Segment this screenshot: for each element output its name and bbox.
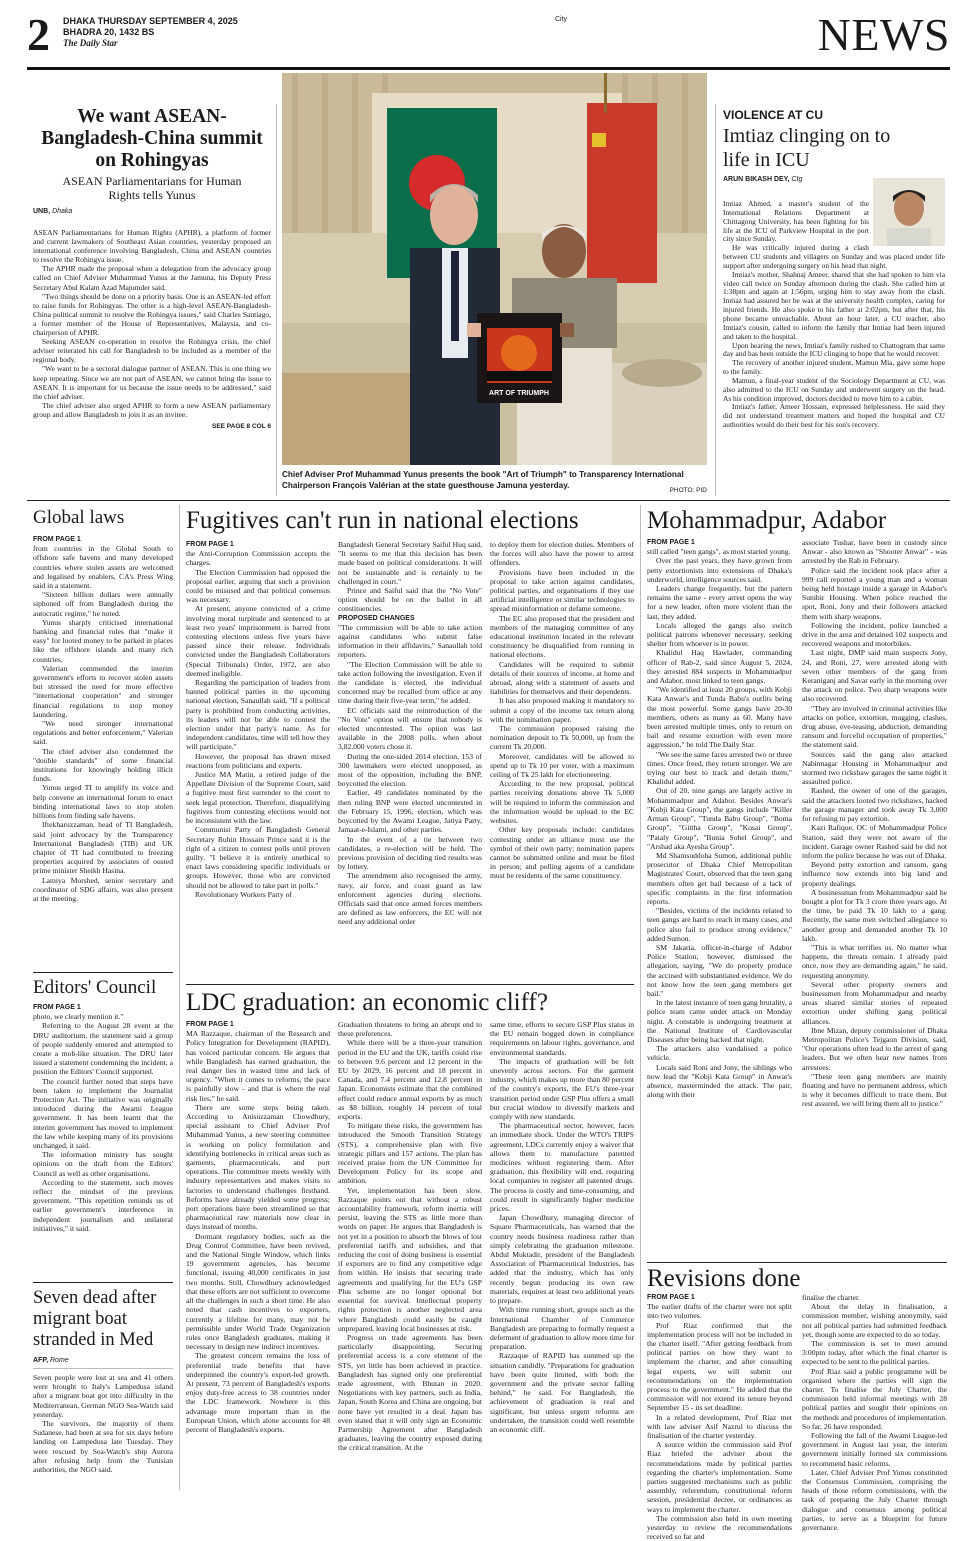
paragraph: Seven people were lost at sea and 41 others were brought to Italy's Lampedusa island after a migrant boat got into difficulty in the Mediterranean, German NGO Sea-Watch said yesterday.: [33, 1373, 173, 1419]
paragraph: Lamiya Morshed, senior secretary and coordinator of SDG affairs, was also present at the meeting.: [33, 875, 173, 903]
paragraph: The commission is set to meet around 3:00pm today, after which the final charter is expected to be sent to the political parties.: [802, 1339, 947, 1367]
paragraph: Rashed, the owner of one of the garages, said the attackers looted two rickshaws, hacked the garage manager and took away Tk 3,000 for refusing to pay extortion.: [802, 786, 947, 824]
paragraph: Kazi Rafique, OC of Mohammadpur Police Station, said they were not aware of the incident. Garage owner Rashed said he did not inform the police because he was out of Dhaka.: [802, 823, 947, 860]
paragraph: Regarding the participation of leaders from banned political parties in the upcoming national election, Sanaullah said, "If a political party is prohibited from conducting activities, its leaders will not be able to contest the election under that party's name. As for independent candidates, time will tell how they will participate.": [186, 678, 330, 752]
asean-body: [33, 228, 271, 419]
paragraph: About the delay in finalisation, a commission member, wishing anonymity, said not all political parties had submitted feedback yet, though some are expected to do so today.: [802, 1302, 947, 1339]
paragraph: Valerian commended the interim government's efforts to recover stolen assets but stressed the need for more effective "international cooperation" and stronger financial regulations to stop money laundering.: [33, 663, 173, 719]
paragraph: Other key proposals include: candidates contesting under an alliance must use the symbol of their own party; nomination papers cannot be submitted online and must be filed in person; and polling agents of a candidate must be residents of the same constituency.: [490, 825, 634, 881]
paragraph: Japan Chowdhury, managing director of Square Pharmaceuticals, has warned that the country needs business readiness rather than simply celebrating the graduation milestone. Abdul Muktadir, president of the Bangladesh Association of Pharmaceutical Industries, has added that the industry, which has only recently begun producing its own raw materials, requires at least two additional years to prepare.: [490, 1213, 634, 1306]
paragraph: Prof Riaz confirmed that the implementation process will not be included in the charter itself. "After getting feedback from political parties on how they want to implement the charter, and after consulting legal experts, we will submit our recommendations on the implementation process to the government." He added that the commission will not extend its tenure beyond September 15 - its set deadline.: [647, 1320, 792, 1413]
violence-kicker: VIOLENCE AT CU: [723, 108, 824, 122]
paragraph: Several other property owners and businessmen from Mohammadpur and nearby areas shared similar stories of repeated extortion under shifting gang political alliances.: [802, 979, 947, 1026]
paper-logo: The Daily Star: [63, 38, 118, 48]
paragraph: Bangladesh General Secretary Saiful Huq said, "It seems to me that this decision has been made based on political considerations. It will not be sustainable and is certainly to be challenged in court.": [338, 540, 482, 586]
editors-headline: Editors' Council: [33, 977, 157, 998]
paragraph: still called "teen gangs", as most started young.: [647, 547, 791, 557]
section-title: NEWS: [817, 9, 950, 60]
paragraph: Justice MA Matin, a retired judge of the Appellate Division of the Supreme Court, said a fugitive must first surrender to the court to seek legal protection. Therefore, disqualifying fugitives from contesting elections would not be inconsistent with the law.: [186, 770, 330, 826]
paragraph: The Election Commission had opposed the proposal earlier, arguing that such a provision could be misused and that political consensus was necessary.: [186, 567, 330, 605]
paragraph: He was critically injured during a clash between CU students and villagers on Sunday and was placed under life support after undergoing surgery on his head that night.: [723, 243, 945, 270]
asean-headline: We want ASEAN-Bangladesh-China summit on Rohingyas: [41, 106, 263, 171]
paragraph: Moreover, candidates will be allowed to spend up to Tk 10 per voter, with a maximum ceiling of Tk 25 lakh for electioneering.: [490, 751, 634, 780]
migrant-byline: AFP, Rome: [33, 1357, 69, 1364]
revisions-col-1: [647, 1293, 792, 1541]
revisions-col-2: [802, 1293, 947, 1533]
mohammadpur-col-2: [802, 538, 947, 1260]
section-label: City: [555, 16, 568, 23]
ldc-col-3: [490, 1020, 634, 1490]
paragraph: Sources said the gang also attacked Nabinnagar Housing in Mohammadpur and stormed two rickshaw garages the same night it assaulted police.: [802, 749, 947, 787]
paragraph: "These teen gang members are mainly floating and have no permanent address, which is why it becomes difficult to trace them. But rest assured, we will bring them all to justice.": [802, 1071, 947, 1109]
global-article: [33, 507, 173, 903]
paragraph: Mamun, a final-year student of the Sociology Department at CU, was also admitted to the ICU on Sunday and underwent surgery on the head. As his condition improved, doctors decided to move him to a cabin.: [723, 375, 945, 403]
paragraph: Imtiaz's mother, Shahnaj Ameer, shared that she had spoken to him via video call twice on Sunday afternoon during the clash. She called him at 1:38pm and again at 1:56pm, urging him to stay away from the clash. Imtiaz had assured her he was at the university health complex, caring for injured friends. He also spoke to his father at 2:02pm, but after that, his phone became unreachable. About an hour later, a CU teacher, also Imtiaz's cousin, called to inform the family that Imtiaz had been injured and taken to the hospital.: [723, 269, 945, 341]
paragraph: Leaders change frequently, but the pattern remains the same - every arrest opens the way for a new leader, often more violent than the last, they added.: [647, 584, 792, 621]
violence-headline: Imtiaz clinging on to life in ICU: [723, 125, 891, 171]
paragraph: "Sixteen billion dollars were annually siphoned off from Bangladesh during the autocratic regime," he noted.: [33, 590, 173, 618]
paragraph: Dormant regulatory bodies, such as the Drug Control Committee, have been revived, and the National Single Window, which links 19 government agencies, has become functional, issuing 40,000 certificates in just two months. Still, Chowdhury acknowledged that these efforts are not sufficient to overcome all the challenges in such a short time. He also noted that cash incentives to exporters, currently a lifeline for many, may not be permissible under World Trade Organization rules once Bangladesh graduates, making it necessary to design new indirect incentives.: [186, 1231, 330, 1352]
date-line: DHAKA THURSDAY SEPTEMBER 4, 2025: [63, 16, 238, 26]
paragraph: It has also proposed making it mandatory to submit a copy of the income tax return along with the nomination paper.: [490, 696, 634, 724]
paragraph: The commission proposed raising the nomination deposit to Tk 50,000, up from the current Tk 20,000.: [490, 724, 634, 752]
paragraph: The greatest concern remains the loss of preferential trade benefits that have underpinned the country's export-led growth. At present, 73 percent of Bangladesh's exports enjoy duty-free access to 38 countries under the LDC framework. Nowhere is this advantage more important than in the European Union, which alone accounts for 48 percent of Bangladesh's exports.: [186, 1351, 330, 1434]
paragraph: There are some steps being taken. According to Anisuzzaman Chowdhury, special assistant to Chief Adviser Prof Muhammad Yunus, a new steering committee is working on policy formulation and identifying bottlenecks in critical areas such as garments, pharmaceuticals, and port operations. The committee meets weekly with industry representatives and makes visits to factories to understand challenges firsthand. Reforms have already yielded some progress; port operations have been streamlined so that pharmaceutical raw materials now clear in days instead of months.: [186, 1102, 330, 1232]
photo-scene: [282, 73, 707, 465]
paragraph: Graduation threatens to bring an abrupt end to these preferences.: [338, 1020, 482, 1039]
revisions-article: [647, 1265, 947, 1541]
violence-byline: ARUN BIKASH DEY, Ctg: [723, 176, 803, 183]
paragraph: Revolutionary Workers Party of: [195, 889, 292, 899]
from-page-label: FROM PAGE 1: [33, 536, 81, 543]
paragraph: EC officials said the reintroduction of the "No Vote" option will ensure that nobody is elected uncontested. The option was last available in the 2008 polls, when about 3,82,000 voters chose it.: [338, 705, 482, 752]
photo-caption: [282, 470, 707, 494]
paragraph: In the event of a tie between two candidates, a re-election will be held. The previous provision of deciding tied results was by lottery.: [338, 834, 482, 872]
photo-credit: PHOTO: PID: [669, 487, 707, 494]
paragraph: ASEAN Parliamentarians for Human Rights (APHR), a platform of former and current lawmakers of Southeast Asian countries, yesterday proposed an international conference involving Bangladesh, China and ASEAN countries to resolve the Rohingya issue.: [33, 228, 271, 265]
from-page-label: FROM PAGE 1: [186, 541, 234, 548]
paragraph: Yunus urged TI to amplify its voice and help convene an international forum to enact binding international laws to stop stolen billions from finding safe havens.: [33, 783, 173, 821]
asean-byline: UNB, Dhaka: [33, 208, 73, 215]
paragraph: Progress on trade agreements has been particularly disappointing. Securing preferential access is a core element of the STS, yet little has been achieved in practice. Bangladesh has signed only one preferential trade agreement, with Bhutan in 2020. Negotiations with key partners, such as India, Japan, South Korea and China are ongoing, but none have yet resulted in a deal. Japan has even stated that it will only sign an Economic Partnership Agreement after Bangladesh graduates, leaving the country exposed during the critical transition. At the: [338, 1332, 482, 1453]
paragraph: During the one-sided 2014 election, 153 of 300 lawmakers were elected unopposed, as most of the opposition, including the BNP, boycotted the election.: [338, 751, 482, 789]
editors-article: [33, 977, 173, 1233]
paragraph: Prof Riaz said a public programme will be organised where the parties will sign the charter. To finalise the July Charter, the commission held informal meetings with 28 political parties and sought their opinions on the methods and procedures of implementation. So far, 26 have responded.: [802, 1366, 947, 1431]
paragraph: The council further noted that steps have been taken to implement the Journalist Protection Act. The initiative was originally introduced during the Awami League government. It has been learnt that the interim government has moved to implement the law while keeping many of its provisions unchanged, it said.: [33, 1076, 173, 1151]
proposed-changes-subhead: PROPOSED CHANGES: [338, 614, 415, 622]
asean-subhead: ASEAN Parliamentarians for Human Rights tells Yunus: [62, 174, 242, 202]
mohammadpur-headline: Mohammadpur, Adabor: [647, 507, 887, 534]
paragraph: With time running short, groups such as the International Chamber of Commerce Bangladesh are preparing to formally request a deferment of graduation to allow more time for preparation.: [490, 1305, 634, 1352]
paragraph: At present, anyone convicted of a crime involving moral turpitude and sentenced to at least two years' imprisonment is barred from contesting elections unless five years have passed since their release. Individuals convicted under the Bangladesh Collaborators (Special Tribunals) Order, 1972, are also deemed ineligible.: [186, 604, 330, 678]
paragraph: Khalidul Haq Hawlader, commanding officer of Rab-2, said since August 5, 2024, they arrested 884 suspects in Mohammadpur and Adabor, most linked to teen gangs.: [647, 648, 792, 686]
from-page-label: FROM PAGE 1: [647, 539, 695, 546]
from-page-label: FROM PAGE 1: [33, 1004, 81, 1011]
paragraph: Yet, implementation has been slow. Razzaque points out that without a robust accountability framework, reform inertia will persist, leaving the STS as little more than words on paper. He argues that Bangladesh is not yet in a position to absorb the blows of lost preferential tariffs and subsidies, and that reducing the cost of doing business is essential if exporters are to find any competitive edge from within. He insists that securing trade agreements and qualifying for the EU's GSP Plus scheme are no longer optional but essential for survival. Intellectual property rights protection is another neglected area where Bangladesh could easily be caught unprepared, leaving local businesses at risk.: [338, 1185, 482, 1333]
paragraph: finalise the charter.: [802, 1293, 860, 1302]
paragraph: The commission also held its own meeting yesterday to review the recommendations received so far and: [647, 1513, 792, 1541]
paragraph: Last night, DMP said main suspects Jony, 24, and Roni, 27, were arrested along with seven other members of the gang from Keraniganj and Savar early in the morning over the attack on police. Two sharp weapons were also recovered.: [802, 648, 947, 704]
paragraph: The pharmaceutical sector, however, faces an immediate shock. Under the WTO's TRIPS agreement, LDCs currently enjoy a waiver that allows them to manufacture patented medicines without registering them. After graduation, this flexibility will end, requiring local companies to register all patented drugs. The process is costly and time-consuming, and could result in significantly higher medicine prices.: [490, 1121, 634, 1214]
migrant-headline: Seven dead after migrant boat stranded in Med: [33, 1288, 157, 1350]
page-number: 2: [27, 9, 50, 60]
paragraph: associate Tushar, have been in custody since Anwar - also known as "Shooter Anwar" - was arrested by the Rab in February.: [802, 538, 947, 566]
paragraph: "We see the same faces arrested two or three times. Once freed, they return stronger. We are trying our best to track and detain them," Khalidul added.: [647, 749, 792, 787]
from-page-label: FROM PAGE 1: [647, 1294, 695, 1301]
paragraph: According to the new proposal, political parties receiving donations above Tk 5,000 will be required to inform the commission and the information would be upload to the EC websites.: [490, 779, 634, 826]
violence-body: [723, 200, 945, 430]
paragraph: However, the proposal has drawn mixed reactions from politicians and experts.: [186, 751, 330, 770]
paragraph: The chief adviser also condemned the "double standards" of some financial institutions for knowingly holding illicit funds.: [33, 746, 173, 784]
caption-text: Chief Adviser Prof Muhammad Yunus presents the book "Art of Triumph" to Transparency International Chairperson François Valérian at the state guesthouse Jamuna yesterday.: [282, 470, 684, 490]
fugitives-headline: Fugitives can't run in national elections: [186, 507, 579, 534]
paragraph: Police said the incident took place after a 999 call reported a young man and a woman being held hostage inside a garage in Adabor's Sunibir Housing. When police reached the spot, Roni, Jony and their followers attacked them with sharp weapons.: [802, 565, 947, 621]
paragraph: "The commission will be able to take action against candidates who submit false information in their affidavits," Sanaullah told reporters.: [338, 622, 482, 660]
paragraph: In the latest instance of teen gang brutality, a police team came under attack on Monday night. A constable is undergoing treatment at the National Institute of Cardiovascular Diseases after being hacked that night.: [647, 998, 792, 1044]
bengali-date: BHADRA 20, 1432 BS: [63, 27, 155, 37]
paragraph: Ibne Mizan, deputy commissioner of Dhaka Metropolitan Police's Tejgaon Division, said, "Our operations often lead to the arrest of gang leaders. But we often hear new names from arrestees.: [802, 1025, 947, 1072]
ldc-col-2: [338, 1020, 482, 1490]
paragraph: A source within the commission said Prof Riaz briefed the adviser about the recommendations made by political parties regarding the charter's implementation. Some parties suggested mechanisms such as public assembly, referendum, constitutional reform session, presidential decree, or ordinances as ways to implement the charter.: [647, 1440, 792, 1514]
paragraph: Following the incident, police launched a drive in the area and detained 102 suspects and recovered weapons and motorbikes.: [802, 620, 947, 649]
fugitives-col-3: [490, 540, 634, 972]
paragraph: The amendment also recognised the army, navy, air force, and coast guard as law enforcement agencies during elections. Officials said that once armed forces members are defined as law enforcers, the EC will not need any additional order: [338, 871, 482, 927]
paragraph: Md Shamsuddoha Sumon, additional public prosecutor of Dhaka Chief Metropolitan Magistrates' Court, observed that the teen gang members often get bail because of a lack of specific complaints in the first information reports.: [647, 850, 792, 906]
paragraph: Earlier, 49 candidates nominated by the then ruling BNP were elected uncontested in the February 15, 1996, election, which was boycotted by the Awami League, Jatiya Party, Jamaat-e-Islami, and other parties.: [338, 788, 482, 835]
paragraph: The earlier drafts of the charter were not split into two volumes.: [647, 1302, 792, 1321]
paragraph: Following the fall of the Awami League-led government in August last year, the interim government initially formed six commissions to recommend basic reforms.: [802, 1431, 947, 1468]
paragraph: to deploy them for election duties. Members of the forces will also have the power to arrest offenders.: [490, 540, 634, 568]
ldc-article: [186, 988, 634, 1490]
paragraph: "We want to be a sectoral dialogue partner of ASEAN. This is one thing we keep repeating. Since we are not part of ASEAN, we cannot bring the issue to ASEAN. It is important for us because the issue needs to be addressed," said the chief adviser.: [33, 364, 271, 401]
paragraph: "Besides, victims of the incidents related to teen gangs are hard to reach in many cases, and police also fail to produce strong evidence," added Sumon.: [647, 906, 792, 943]
paragraph: The impacts of graduation will be felt unevenly across sectors. For the garment industry, which makes up more than 80 percent of the country's exports, the EU's three-year transition period under GSP Plus offers a small but crucial window to diversify markets and comply with new standards.: [490, 1056, 634, 1122]
paragraph: Razzaque of RAPID has summed up the situation candidly. "Preparations for graduation have been quite limited, with both the government and the private sector falling behind," he said. For Bangladesh, the achievement of graduation is real and significant, but unless urgent reforms are undertaken, the transition could well resemble an economic cliff.: [490, 1351, 634, 1434]
ldc-headline: LDC graduation: an economic cliff?: [186, 989, 548, 1016]
migrant-article: [33, 1288, 173, 1474]
paragraph: Communist Party of Bangladesh General Secretary Ruhin Hossain Prince said it is the right of a citizen to contest polls until proven guilty. "I believe it is entirely unethical to enact laws considering specific individuals or groups. However, those who are convicted should not be allowed to take part in polls.": [186, 825, 330, 890]
paragraph: the Anti-Corruption Commission accepts the charges.: [186, 549, 330, 568]
asean-article: [33, 106, 271, 430]
paragraph: Candidates will be required to submit details of their sources of income, at home and abroad, along with a statement of assets and liabilities for themselves and their dependents.: [490, 659, 634, 697]
paragraph: The APHR made the proposal when a delegation from the advocacy group called on Chief Adviser Muhammad Yunus at the Jamuna, his Deputy Press Secretary Abul Kalam Azad Majumder said.: [33, 264, 271, 292]
paragraph: Imtiaz's father, Ameer Hossain, expressed helplessness. He said they did not understand treatment matters and hoped the hospital and CU authorities would do their best for his son's recovery.: [723, 402, 945, 430]
paragraph: "We need stronger international regulations and better enforcement," Valerian said.: [33, 719, 173, 747]
paragraph: Seeking ASEAN co-operation to resolve the Rohingya crisis, the chief adviser reiterated his call for Bangladesh to be included as a member of the regional body.: [33, 337, 271, 365]
mohammadpur-article: [647, 506, 947, 1260]
paragraph: A businessman from Mohammadpur said he bought a plot for Tk 3 crore three years ago. At the time, he paid Tk 10 lakh to a gang. Recently, the same men switched allegiance to another group and demanded another Tk 10 lakh.: [802, 887, 947, 943]
paragraph: photo, we clearly mention it.": [33, 1012, 124, 1022]
paragraph: Beyond petty extortion and ransom, gang influence now extends into big land and property dealings.: [802, 860, 947, 888]
paragraph: According to the statement, such moves reflect the mindset of the previous government. "This repetition reminds us of earlier government's interference in independent journalism and unilateral initiatives," it said.: [33, 1177, 173, 1233]
paragraph: Locals said Roni and Jony, the siblings who now lead the "Kobji Kata Group" in Anwar's absence, masterminded the attack. The pair, along with their: [647, 1062, 792, 1100]
global-headline: Global laws: [33, 507, 125, 528]
paragraph: The EC also proposed that the president and members of the managing committee of any educational institution located in the relevant constituency be disqualified from running in national elections.: [490, 613, 634, 660]
paragraph: Iftekharuzzaman, head of TI Bangladesh, said joint advocacy by the Transparency International Bangladesh (TIB) and UK chapter of TI had contributed to freezing properties acquired by associates of ousted prime minister Sheikh Hasina.: [33, 820, 173, 876]
book-title: ART OF TRIUMPH: [489, 390, 549, 397]
paragraph: from countries in the Global South to offshore safe havens and many developed countries where stolen assets are welcomed and legalised by enablers, CA's Press Wing said in a statement.: [33, 544, 173, 591]
paragraph: same time, efforts to secure GSP Plus status in the EU remain bogged down in compliance requirements on labour rights, governance, and environmental standards.: [490, 1020, 634, 1057]
lead-photo: [282, 73, 707, 465]
paragraph: The survivors, the majority of them Sudanese, had been at sea for six days before landing on Lampedusa late Tuesday. They were rescued by Sea-Watch's ship Aurora after refusing help from the Tunisian authorities, the NGO said.: [33, 1419, 173, 1475]
paragraph: Imtiaz Ahmed, a master's student of the International Relations Department at Chittagong University, has been fighting for his life at the ICU of Parkview Hospital in the port city since Sunday.: [723, 199, 869, 244]
fugitives-article: [186, 506, 634, 972]
fugitives-col-2: [338, 540, 482, 972]
paragraph: "They are involved in criminal activities like attacks on police, extortion, mugging, clashes, drug abuse, eve-teasing, abduction, demanding ransom and forceful occupation of properties," the statement said.: [802, 703, 947, 750]
paragraph: Later, Chief Adviser Prof Yunus constituted the Consensus Commission, comprising the heads of those reform commissions, with the task of preparing the July Charter through dialogue and consensus among political parties, to serve as a blueprint for future governance.: [802, 1467, 947, 1533]
paragraph: Provisions have been included in the proposal to take action against candidates, political parties, and organisations if they use artificial intelligence or similar technologies to spread misinformation or defame someone.: [490, 567, 634, 614]
violence-article: [723, 108, 945, 183]
paragraph: Upon hearing the news, Imtiaz's family rushed to Chattogram that same day and has been outside the ICU clinging to hope that he would recover.: [723, 340, 945, 359]
paragraph: Out of 20, nine gangs are largely active in Mohammadpur and Adabor. Besides Anwar's "Kobji Kata Group", the gangs include "Killer Arman Group", "Tunda Babu Group", "Boma Group", "Gittha Group", "Kosai Group", "Pataly Group", "Bunia Sohel Group", and "Arshad aka Ayesha Group".: [647, 786, 792, 851]
from-page-label: FROM PAGE 1: [186, 1021, 234, 1028]
paragraph: The attackers also vandalised a police vehicle.: [647, 1044, 792, 1063]
paragraph: MA Razzaque, chairman of the Research and Policy Integration for Development (RAPID), has voiced particular concern. He argues that while Bangladesh has earned graduation, the real danger lies in wasted time and lack of urgency. "When it comes to reforms, the pace is painfully slow - and that is where the real risk lies," he said.: [186, 1029, 330, 1103]
paragraph: Referring to the August 28 event at the DRU auditorium, the statement said a group of people suddenly entered and attempted to create a mob-like situation. The DRU later issued a statement condemning the incident, a position the Editors' Council supported.: [33, 1021, 173, 1077]
paragraph: Prince and Saiful said that the "No Vote" option should be on the ballot in all constituencies.: [338, 586, 482, 614]
paragraph: While there will be a three-year transition period in the EU and the UK, tariffs could rise to between 9.6 percent and 12 percent in the EU by 2029, 16 percent and 18 percent in Canada, and 7.4 percent and 12.8 percent in Japan. Economists estimate that the combined effect could reduce annual exports by as much as $8 billion, roughly 14 percent of total exports.: [338, 1038, 482, 1122]
ldc-col-1: [186, 1020, 330, 1490]
asean-jump: SEE PAGE 8 COL 6: [211, 422, 271, 430]
revisions-headline: Revisions done: [647, 1265, 801, 1292]
paragraph: Yunus sharply criticised international banking and financial rules that "make it easy" for looted money to be parked in places like the offshore islands and many rich countries.: [33, 617, 173, 664]
paragraph: "We identified at least 20 groups, with Kobji Kata Anwar's and Tunda Babu's outfits being the most powerful. Some gangs have 20-30 members, others as many as 60. Many have been arrested multiple times, only to return on bail and resume extortion with even more aggression," he told The Daily Star.: [647, 685, 792, 750]
paragraph: The recovery of another injured student, Mamun Mia, gave some hope to the family.: [723, 358, 945, 377]
fugitives-col-1: [186, 540, 330, 972]
paragraph: Locals alleged the gangs also switch political patrons whenever necessary, seeking shelter from whoever is in power.: [647, 620, 792, 649]
paragraph: Over the past years, they have grown from petty extortionists into extensions of Dhaka's underworld, intelligence sources said.: [647, 556, 792, 584]
paragraph: SM Jakaria, officer-in-charge of Adabor Police Station, however, dismissed the allegation, saying, "We do properly produce the accused with substantiated evidence. We do not know how the teen gang members get bail.": [647, 942, 792, 998]
paragraph: "The Election Commission will be able to take action following the investigation. Even if the candidate is elected, the individual concerned may be recalled from office at any time during their five-year term," he added.: [338, 659, 482, 706]
masthead: [27, 8, 950, 66]
paragraph: To mitigate these risks, the government has introduced the Smooth Transition Strategy (STS), a comprehensive plan with five strategic pillars and 157 actions. The plan has received praise from the UN Committee for Development Policy for its scope and ambition.: [338, 1121, 482, 1186]
paragraph: The information ministry has sought opinions on the draft from the Editors' Council as well as other organisations.: [33, 1150, 173, 1178]
mohammadpur-col-1: [647, 538, 792, 1260]
paragraph: In a related development, Prof Riaz met with law adviser Asif Nazrul to discuss the finalisation of the charter yesterday.: [647, 1412, 792, 1441]
paragraph: "Two things should be done on a priority basis. One is an ASEAN-led effort to raise funds for Rohingyas. The other is a high-level ASEAN-Bangladesh-China political summit to resolve the Rohingya issues," said Charles Santiago, a former member of the House of Representatives, Malaysia, and co-chairperson of APHR.: [33, 291, 271, 338]
paragraph: The chief adviser also urged APHR to form a new ASEAN parliamentary group and allow Bangladesh to join it as an invitee.: [33, 400, 271, 419]
paragraph: "This is what terrifies us. No matter what happens, the threats remain. I already paid once, now they are demanding again," he said, requesting anonymity.: [802, 942, 947, 980]
